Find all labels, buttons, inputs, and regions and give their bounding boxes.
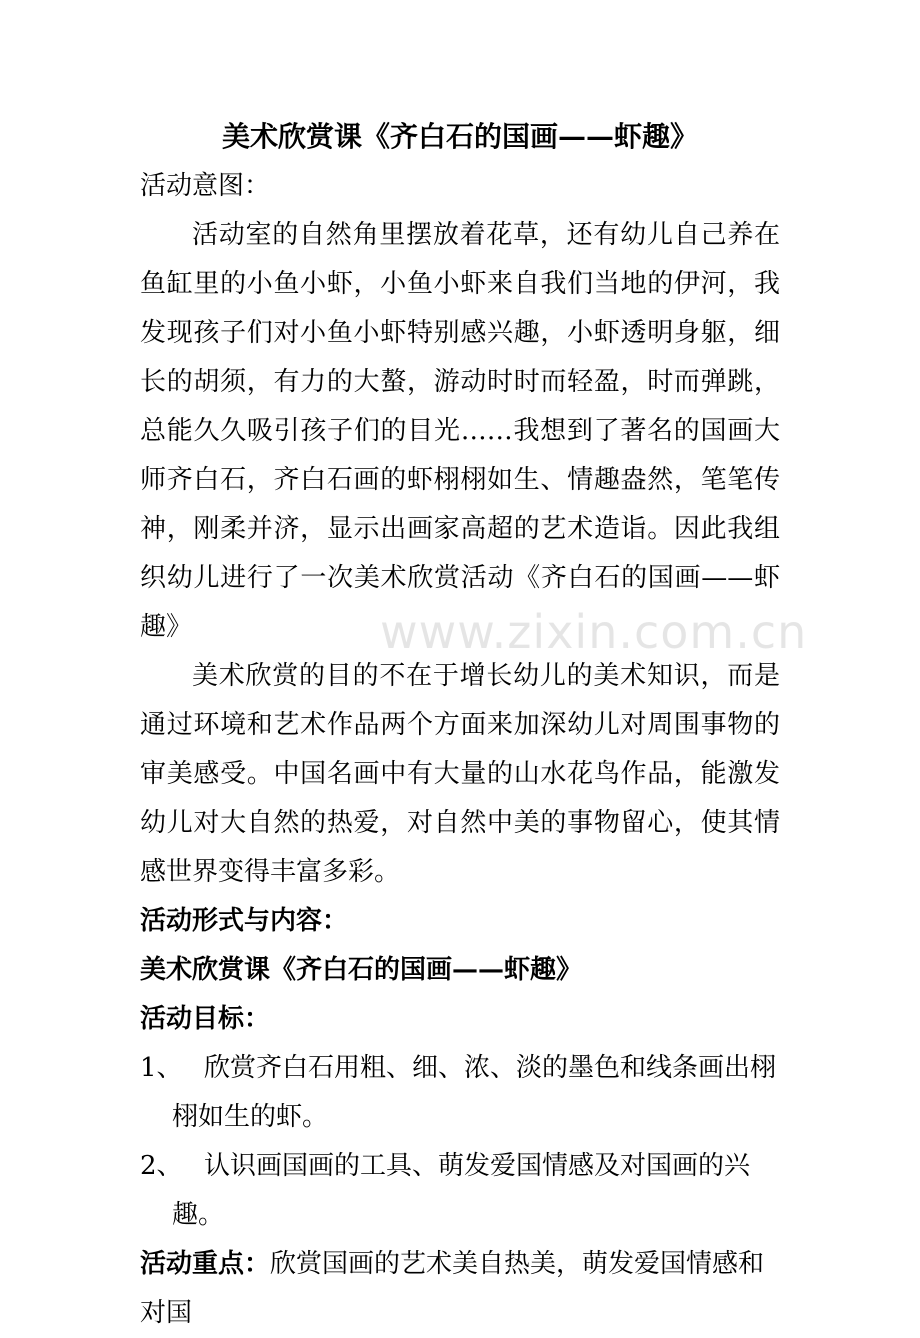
goal-item-1 bbox=[140, 1044, 780, 1142]
document-title: 美术欣赏课《齐白石的国画——虾趣》 bbox=[221, 120, 698, 153]
goal-text: 认识画国画的工具、萌发爱国情感及对国画的兴趣。 bbox=[172, 1151, 751, 1230]
focus-line bbox=[140, 1240, 780, 1338]
watermark: www.zixin.com.cn bbox=[380, 605, 808, 659]
form-heading: 活动形式与内容： bbox=[140, 906, 349, 936]
goal-item-2 bbox=[140, 1142, 780, 1240]
document-page bbox=[140, 112, 780, 1338]
intent-heading: 活动意图： bbox=[140, 171, 271, 201]
goal-number: 2、 bbox=[140, 1151, 183, 1181]
focus-label: 活动重点： bbox=[140, 1249, 271, 1279]
intent-paragraph-1: 活动室的自然角里摆放着花草，还有幼儿自己养在鱼缸里的小鱼小虾，小鱼小虾来自我们当地的伊河，我发现孩子们对小鱼小虾特别感兴趣，小虾透明身躯，细长的胡须，有力的大螯，游动时时而轻盈，时而弹跳，总能久久吸引孩子们的目光……我想到了著名的国画大师齐白石，齐白石画的虾栩栩如生、情趣盎然，笔笔传神，刚柔并济，显示出画家高超的艺术造诣。因此我组织幼儿进行了一次美术欣赏活动《齐白石的国画——虾趣》 bbox=[140, 220, 780, 642]
goal-number: 1、 bbox=[140, 1053, 183, 1083]
goals-heading: 活动目标： bbox=[140, 1004, 271, 1034]
goal-text: 欣赏齐白石用粗、细、浓、淡的墨色和线条画出栩栩如生的虾。 bbox=[172, 1053, 777, 1132]
form-content: 美术欣赏课《齐白石的国画——虾趣》 bbox=[140, 955, 583, 985]
focus-text: 欣赏国画的艺术美自热美，萌发爱国情感和对国 bbox=[140, 1249, 765, 1328]
intent-paragraph-2: 美术欣赏的目的不在于增长幼儿的美术知识，而是通过环境和艺术作品两个方面来加深幼儿对周围事物的审美感受。中国名画中有大量的山水花鸟作品，能激发幼儿对大自然的热爱，对自然中美的事物留心，使其情感世界变得丰富多彩。 bbox=[140, 661, 780, 887]
